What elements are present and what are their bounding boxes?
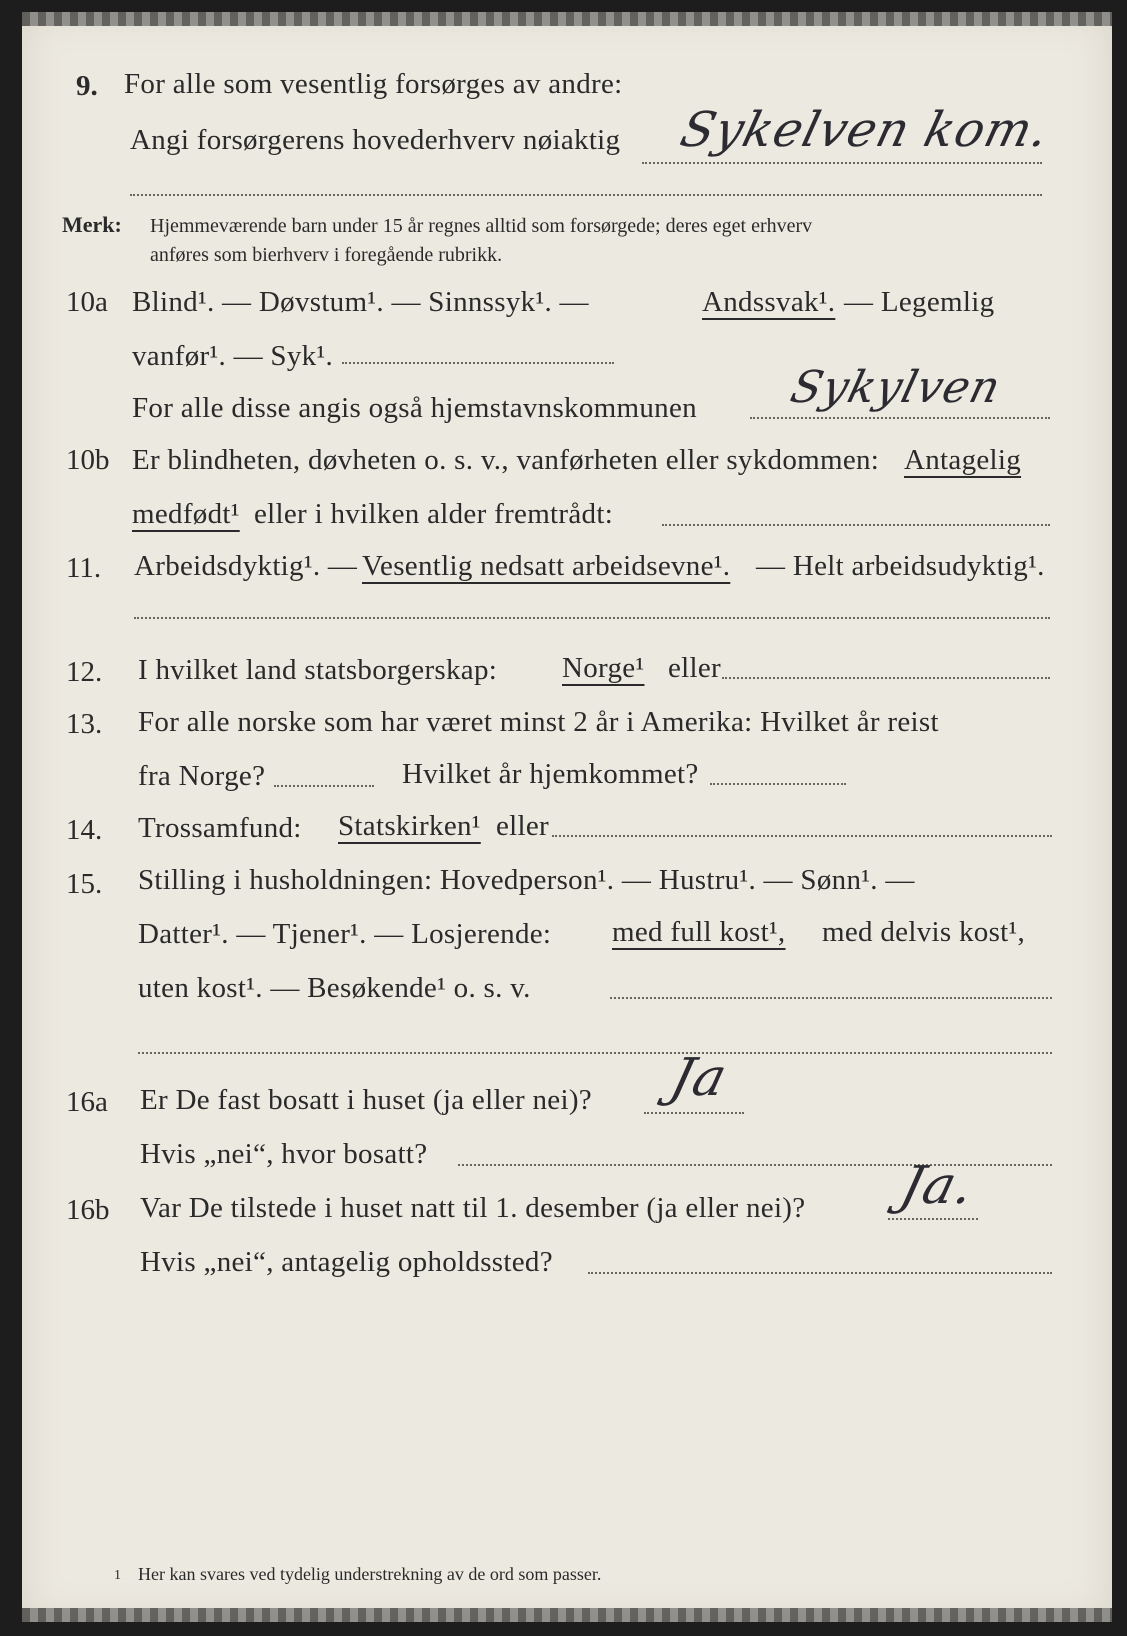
q13-line1: For alle norske som har været minst 2 år i Amerika: Hvilket år reist [138, 706, 939, 738]
q15-number: 15. [66, 868, 103, 900]
q16b-number: 16b [66, 1194, 110, 1226]
q10a-number: 10a [66, 286, 108, 318]
q16b-line1: Var De tilstede i huset natt til 1. desember (ja eller nei)? [140, 1192, 806, 1224]
q14-c: eller [496, 810, 550, 842]
q10b-underlined-medfodt: medfødt¹ [132, 498, 240, 530]
q9-answer-line [642, 162, 1042, 164]
form-page [22, 12, 1112, 1622]
q11-underlined-vesentlig: Vesentlig nedsatt arbeidsevne¹. [362, 550, 731, 582]
q12-number: 12. [66, 656, 103, 688]
q12-a: I hvilket land statsborgerskap: [138, 654, 498, 686]
q16b-line2: Hvis „nei“, antagelig opholdssted? [140, 1246, 553, 1278]
q15-underlined-med-full-kost: med full kost¹, [612, 916, 786, 948]
q14-a: Trossamfund: [138, 812, 302, 844]
q16a-line1: Er De fast bosatt i huset (ja eller nei)? [140, 1084, 592, 1116]
q16a-handwritten-answer: Ja [664, 1048, 734, 1108]
footnote-mark: 1 [114, 1568, 121, 1583]
q10a-line3: For alle disse angis også hjemstavnskommunen [132, 392, 697, 424]
scan-edge-bottom [22, 1608, 1112, 1622]
q15-line2-c: med delvis kost¹, [822, 916, 1026, 948]
q11-extra-line [134, 617, 1050, 619]
q15-answer-line [610, 997, 1052, 999]
q15-line1: Stilling i husholdningen: Hovedperson¹. — Hustru¹. — Sønn¹. — [138, 864, 915, 896]
merk-label: Merk: [62, 212, 122, 237]
q10a-line2: vanfør¹. — Syk¹. [132, 340, 334, 372]
q9-line2: Angi forsørgerens hovederhverv nøiaktig [130, 124, 621, 156]
q10b-answer-line [662, 524, 1050, 526]
q16a-answer-line [644, 1112, 744, 1114]
q15-extra-line [138, 1052, 1052, 1054]
q13-number: 13. [66, 708, 103, 740]
q11-c: — Helt arbeidsudyktig¹. [756, 550, 1045, 582]
q13-line2-b: Hvilket år hjemkommet? [402, 758, 699, 790]
q15-line3: uten kost¹. — Besøkende¹ o. s. v. [138, 972, 531, 1004]
scan-edge-top [22, 12, 1112, 26]
merk-line2: anføres som bierhverv i foregående rubrikk. [150, 244, 503, 266]
q10a-answer-line [750, 417, 1050, 419]
q10b-line2: eller i hvilken alder fremtrådt: [254, 498, 614, 530]
q10b-underlined-antagelig: Antagelig [904, 444, 1022, 476]
q11-a: Arbeidsdyktig¹. — [134, 550, 358, 582]
q13-line2-a: fra Norge? [138, 760, 266, 792]
q14-number: 14. [66, 814, 103, 846]
q13-reist-line [274, 785, 374, 787]
q14-underlined-statskirken: Statskirken¹ [338, 810, 481, 842]
q12-answer-line [722, 677, 1050, 679]
q16a-number: 16a [66, 1086, 108, 1118]
q16b-handwritten-answer: Ja. [894, 1156, 981, 1216]
q11-number: 11. [66, 552, 102, 584]
q10a-handwritten-answer: Sykylven [785, 362, 1007, 413]
q12-underlined-norge: Norge¹ [562, 652, 645, 684]
q9-number: 9. [76, 70, 98, 102]
q16b-answer-line [888, 1218, 978, 1220]
q16a-line2: Hvis „nei“, hvor bosatt? [140, 1138, 428, 1170]
q13-hjemkommet-line [710, 783, 846, 785]
q10a-underlined-andssvak: Andssvak¹. [702, 286, 836, 318]
q10a-syk-line [342, 362, 614, 364]
q12-c: eller [668, 652, 722, 684]
q9-extra-line [130, 194, 1042, 196]
q10b-number: 10b [66, 444, 110, 476]
q9-handwritten-answer: Sykelven kom. [675, 102, 1056, 158]
q9-line1: For alle som vesentlig forsørges av andre: [124, 68, 623, 100]
q14-answer-line [552, 835, 1052, 837]
q15-line2-a: Datter¹. — Tjener¹. — Losjerende: [138, 918, 552, 950]
q16b-opholdssted-line [588, 1272, 1052, 1274]
q10a-line1-a: Blind¹. — Døvstum¹. — Sinnssyk¹. — [132, 286, 589, 318]
merk-line1: Hjemmeværende barn under 15 år regnes alltid som forsørgede; deres eget erhverv [150, 215, 813, 237]
footnote-text: Her kan svares ved tydelig understrekning av de ord som passer. [138, 1564, 602, 1584]
q10b-line1: Er blindheten, døvheten o. s. v., vanførheten eller sykdommen: [132, 444, 880, 476]
q10a-line1-c: — Legemlig [844, 286, 995, 318]
